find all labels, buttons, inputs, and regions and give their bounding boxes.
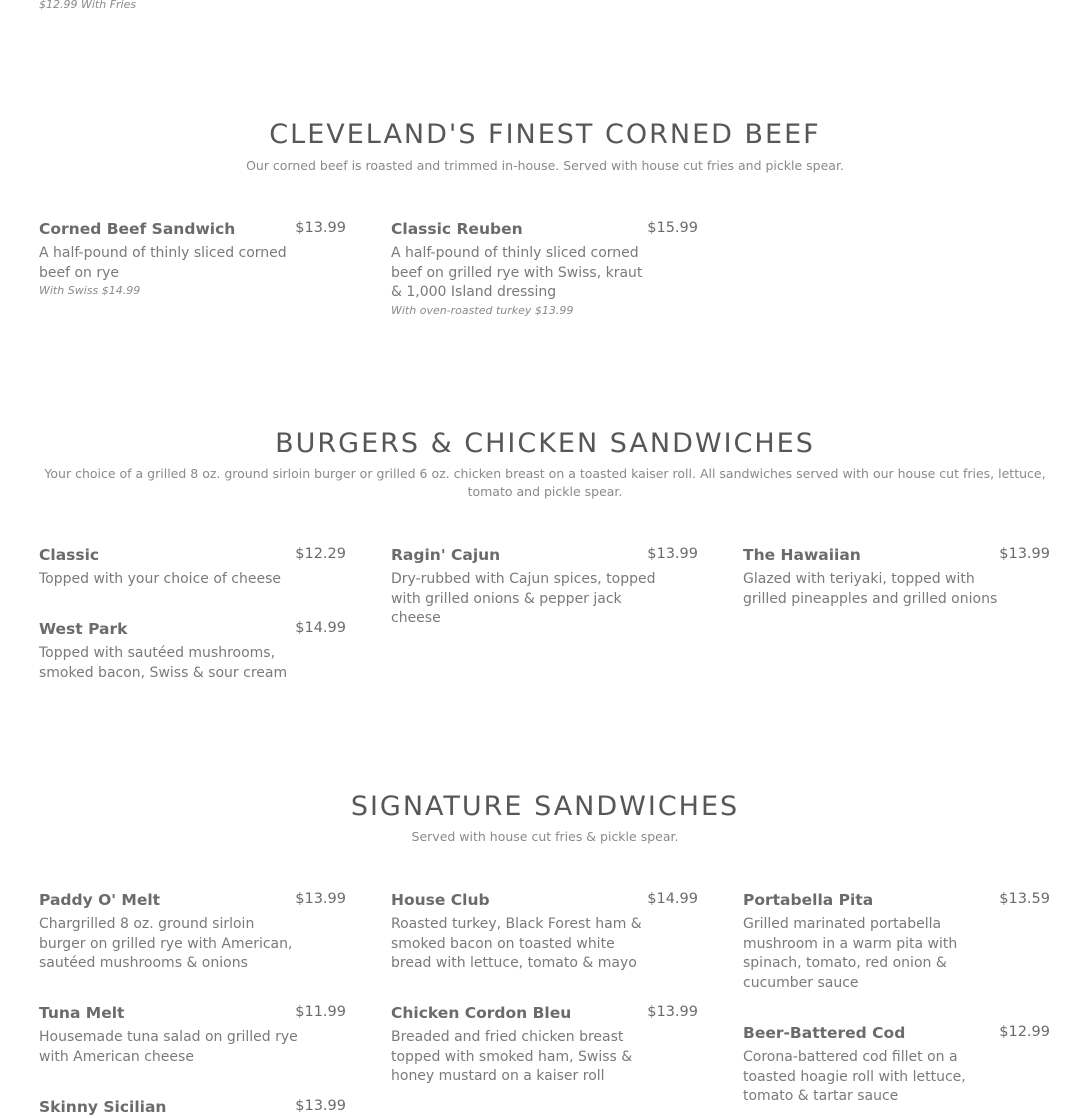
item-name: Beer-Battered Cod bbox=[743, 1024, 906, 1042]
item-name: House Club bbox=[391, 891, 490, 909]
menu-item-tuna-melt bbox=[39, 1004, 346, 1067]
item-name: Classic Reuben bbox=[391, 220, 523, 238]
item-name: Paddy O' Melt bbox=[39, 891, 161, 909]
item-description: Topped with your choice of cheese bbox=[39, 571, 281, 587]
section-title-burgers: BURGERS & CHICKEN SANDWICHES bbox=[275, 428, 815, 459]
item-name: Tuna Melt bbox=[39, 1004, 125, 1022]
item-price: $12.29 bbox=[295, 546, 346, 562]
menu-item-chicken-cordon-bleu bbox=[391, 1004, 698, 1087]
item-price: $13.99 bbox=[295, 220, 346, 236]
item-description: Corona-battered cod fillet on a toasted hoagie roll with lettuce, tomato & tartar sauce bbox=[743, 1049, 966, 1104]
item-price: $13.99 bbox=[647, 1004, 698, 1020]
menu-item-corned-beef-sandwich bbox=[39, 220, 346, 297]
item-description: Glazed with teriyaki, topped with grilled pineapples and grilled onions bbox=[743, 571, 998, 607]
menu-item-the-hawaiian bbox=[743, 546, 1050, 609]
menu-item-ragin-cajun bbox=[391, 546, 698, 629]
item-description: Topped with sautéed mushrooms, smoked bacon, Swiss & sour cream bbox=[39, 645, 288, 681]
item-description: Chargrilled 8 oz. ground sirloin burger on grilled rye with American, sautéed mushrooms & onions bbox=[39, 916, 293, 971]
item-price: $13.99 bbox=[647, 546, 698, 562]
item-price: $14.99 bbox=[295, 620, 346, 636]
menu-item-west-park bbox=[39, 620, 346, 683]
section-title-corned-beef: CLEVELAND'S FINEST CORNED BEEF bbox=[269, 119, 821, 150]
menu-item-skinny-sicilian bbox=[39, 1098, 346, 1118]
top-note: $12.99 With Fries bbox=[39, 0, 137, 11]
item-name: Corned Beef Sandwich bbox=[39, 220, 236, 238]
item-price: $13.99 bbox=[295, 1098, 346, 1114]
item-name: Classic bbox=[39, 546, 100, 564]
item-description: Breaded and fried chicken breast topped with smoked ham, Swiss & honey mustard on a kaiser roll bbox=[391, 1029, 633, 1084]
section-subtitle-corned-beef: Our corned beef is roasted and trimmed in-house. Served with house cut fries and pickle spear. bbox=[246, 158, 844, 173]
menu-item-house-club bbox=[391, 891, 698, 974]
item-description: Housemade tuna salad on grilled rye with American cheese bbox=[39, 1029, 298, 1065]
menu-item-portabella-pita bbox=[743, 891, 1050, 993]
item-note: With oven-roasted turkey $13.99 bbox=[391, 303, 574, 317]
item-price: $15.99 bbox=[647, 220, 698, 236]
item-description: Roasted turkey, Black Forest ham & smoked bacon on toasted white bread with lettuce, tomato & mayo bbox=[391, 916, 642, 971]
item-price: $13.99 bbox=[295, 891, 346, 907]
item-name: Portabella Pita bbox=[743, 891, 874, 909]
item-name: The Hawaiian bbox=[743, 546, 861, 564]
item-note: With Swiss $14.99 bbox=[39, 284, 141, 297]
item-name: Ragin' Cajun bbox=[391, 546, 501, 564]
item-name: Chicken Cordon Bleu bbox=[391, 1004, 572, 1022]
item-description: Grilled marinated portabella mushroom in a warm pita with spinach, tomato, red onion & cucumber sauce bbox=[743, 916, 958, 991]
item-description: Dry-rubbed with Cajun spices, topped with grilled onions & pepper jack cheese bbox=[391, 571, 656, 626]
item-description: A half-pound of thinly sliced corned beef on grilled rye with Swiss, kraut & 1,000 Island dressing bbox=[391, 245, 643, 300]
menu-item-beer-battered-cod bbox=[743, 1024, 1050, 1107]
item-price: $14.99 bbox=[647, 891, 698, 907]
item-price: $13.99 bbox=[999, 546, 1050, 562]
section-subtitle-signature: Served with house cut fries & pickle spear. bbox=[411, 829, 679, 844]
section-title-signature: SIGNATURE SANDWICHES bbox=[350, 791, 740, 822]
item-price: $13.59 bbox=[999, 891, 1050, 907]
menu-item-classic bbox=[39, 546, 346, 590]
section-subtitle-burgers: Your choice of a grilled 8 oz. ground sirloin burger or grilled 6 oz. chicken breast on a toasted kaiser roll. All sandwiches served with our house cut fries, lettuce, tomato and pickle spear. bbox=[44, 466, 1046, 499]
item-name: Skinny Sicilian bbox=[39, 1098, 167, 1116]
menu-item-paddy-o-melt bbox=[39, 891, 346, 974]
item-name: West Park bbox=[39, 620, 128, 638]
menu-item-classic-reuben bbox=[391, 220, 698, 317]
item-price: $12.99 bbox=[999, 1024, 1050, 1040]
item-description: A half-pound of thinly sliced corned beef on rye bbox=[39, 245, 287, 281]
item-price: $11.99 bbox=[295, 1004, 346, 1020]
